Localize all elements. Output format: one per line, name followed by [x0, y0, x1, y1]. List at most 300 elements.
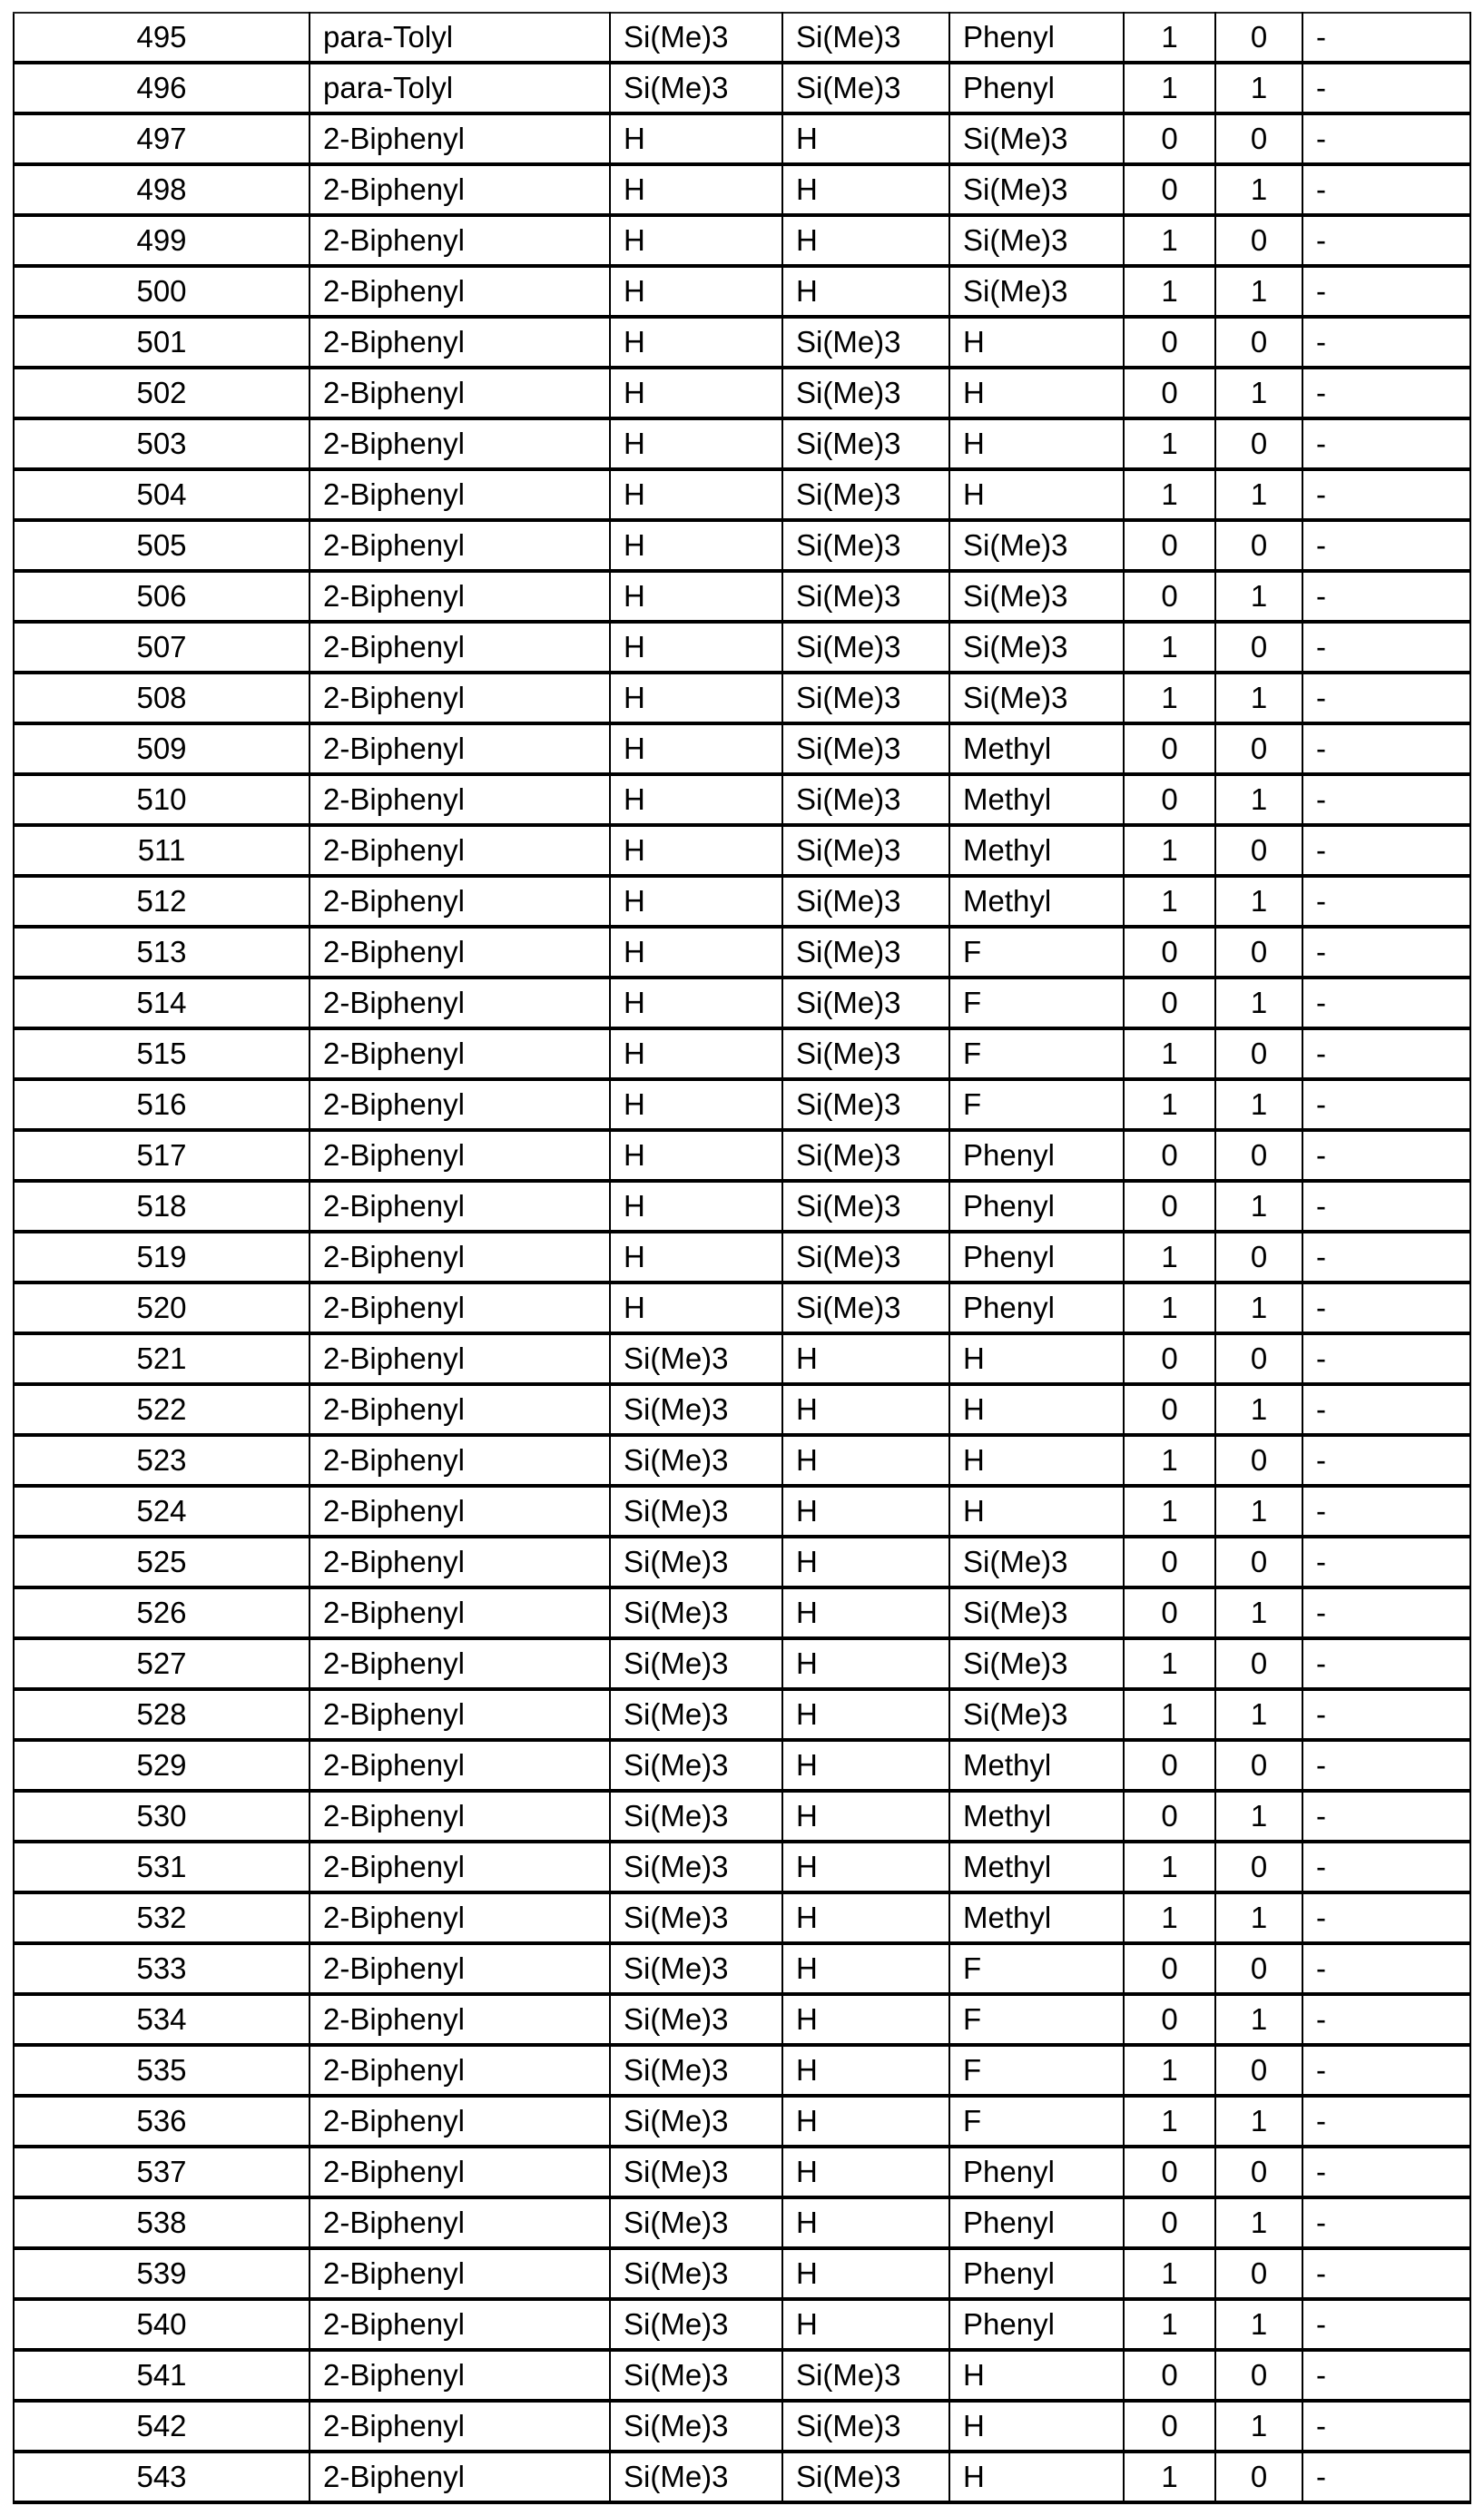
remark-cell: - [1302, 113, 1470, 164]
substituent-r1-cell: H [610, 520, 782, 571]
substituent-r2-cell: H [782, 215, 949, 266]
substituent-r3-cell: F [949, 1943, 1124, 1994]
remark-cell: - [1302, 520, 1470, 571]
compound-number-cell: 513 [14, 927, 310, 978]
substituent-r3-cell: H [949, 2452, 1124, 2502]
index-m-cell: 0 [1124, 1537, 1215, 1587]
table-row [14, 2299, 1470, 2350]
table-row [14, 2096, 1470, 2147]
remark-cell: - [1302, 1384, 1470, 1435]
remark-cell: - [1302, 2045, 1470, 2096]
substituent-r1-cell: H [610, 723, 782, 774]
table-row [14, 978, 1470, 1028]
substituent-r1-cell: H [610, 1181, 782, 1232]
substituent-r1-cell: H [610, 1282, 782, 1333]
compound-number-cell: 523 [14, 1435, 310, 1486]
substituent-r1-cell: H [610, 622, 782, 673]
index-n-cell: 1 [1215, 876, 1302, 927]
substituent-r2-cell: Si(Me)3 [782, 317, 949, 368]
index-n-cell: 1 [1215, 1994, 1302, 2045]
remark-cell: - [1302, 2147, 1470, 2197]
substituent-r3-cell: Si(Me)3 [949, 215, 1124, 266]
index-m-cell: 1 [1124, 469, 1215, 520]
index-n-cell: 0 [1215, 622, 1302, 673]
index-n-cell: 1 [1215, 368, 1302, 418]
substituent-ar-cell: 2-Biphenyl [310, 1181, 610, 1232]
compound-number-cell: 535 [14, 2045, 310, 2096]
compound-number-cell: 532 [14, 1892, 310, 1943]
substituent-r3-cell: H [949, 469, 1124, 520]
substituent-r2-cell: H [782, 1994, 949, 2045]
table-row [14, 2401, 1470, 2452]
substituent-r3-cell: Phenyl [949, 2197, 1124, 2248]
substituent-ar-cell: 2-Biphenyl [310, 1994, 610, 2045]
table-row [14, 1435, 1470, 1486]
compound-number-cell: 522 [14, 1384, 310, 1435]
compound-number-cell: 495 [14, 13, 310, 63]
index-m-cell: 1 [1124, 1232, 1215, 1282]
substituent-r1-cell: H [610, 215, 782, 266]
substituent-r3-cell: H [949, 1486, 1124, 1537]
index-m-cell: 1 [1124, 673, 1215, 723]
substituent-ar-cell: 2-Biphenyl [310, 266, 610, 317]
compound-number-cell: 502 [14, 368, 310, 418]
substituent-r3-cell: F [949, 978, 1124, 1028]
index-n-cell: 1 [1215, 978, 1302, 1028]
substituent-r3-cell: Methyl [949, 774, 1124, 825]
remark-cell: - [1302, 723, 1470, 774]
compound-number-cell: 504 [14, 469, 310, 520]
substituent-r1-cell: Si(Me)3 [610, 1333, 782, 1384]
index-n-cell: 1 [1215, 673, 1302, 723]
remark-cell: - [1302, 13, 1470, 63]
substituent-r2-cell: H [782, 1333, 949, 1384]
table-row [14, 876, 1470, 927]
index-n-cell: 0 [1215, 723, 1302, 774]
substituent-r2-cell: H [782, 1486, 949, 1537]
index-n-cell: 1 [1215, 1181, 1302, 1232]
substituent-r3-cell: Si(Me)3 [949, 1537, 1124, 1587]
substituent-r2-cell: H [782, 1842, 949, 1892]
compound-number-cell: 519 [14, 1232, 310, 1282]
remark-cell: - [1302, 1333, 1470, 1384]
table-row [14, 215, 1470, 266]
substituent-r3-cell: F [949, 2045, 1124, 2096]
index-m-cell: 0 [1124, 978, 1215, 1028]
table-row [14, 774, 1470, 825]
substituent-ar-cell: para-Tolyl [310, 63, 610, 113]
compound-number-cell: 534 [14, 1994, 310, 2045]
index-m-cell: 1 [1124, 876, 1215, 927]
substituent-r2-cell: Si(Me)3 [782, 774, 949, 825]
substituent-r3-cell: Si(Me)3 [949, 520, 1124, 571]
index-n-cell: 1 [1215, 1587, 1302, 1638]
substituent-r1-cell: Si(Me)3 [610, 2452, 782, 2502]
remark-cell: - [1302, 1486, 1470, 1537]
table-row [14, 571, 1470, 622]
remark-cell: - [1302, 1791, 1470, 1842]
index-m-cell: 1 [1124, 1435, 1215, 1486]
remark-cell: - [1302, 2096, 1470, 2147]
compound-number-cell: 514 [14, 978, 310, 1028]
substituent-ar-cell: 2-Biphenyl [310, 1333, 610, 1384]
index-m-cell: 1 [1124, 266, 1215, 317]
substituent-r3-cell: F [949, 1994, 1124, 2045]
index-m-cell: 0 [1124, 2197, 1215, 2248]
substituent-r2-cell: H [782, 2096, 949, 2147]
index-n-cell: 0 [1215, 1435, 1302, 1486]
table-row [14, 2452, 1470, 2502]
substituent-r3-cell: Si(Me)3 [949, 1638, 1124, 1689]
remark-cell: - [1302, 368, 1470, 418]
remark-cell: - [1302, 2248, 1470, 2299]
remark-cell: - [1302, 1435, 1470, 1486]
substituent-r3-cell: Methyl [949, 1892, 1124, 1943]
index-m-cell: 0 [1124, 1181, 1215, 1232]
remark-cell: - [1302, 1282, 1470, 1333]
remark-cell: - [1302, 63, 1470, 113]
compound-number-cell: 518 [14, 1181, 310, 1232]
index-m-cell: 1 [1124, 63, 1215, 113]
substituent-r1-cell: Si(Me)3 [610, 2147, 782, 2197]
index-n-cell: 0 [1215, 1740, 1302, 1791]
substituent-r3-cell: F [949, 1079, 1124, 1130]
substituent-r2-cell: H [782, 1638, 949, 1689]
substituent-r3-cell: Phenyl [949, 2248, 1124, 2299]
compound-number-cell: 533 [14, 1943, 310, 1994]
index-m-cell: 1 [1124, 1486, 1215, 1537]
substituent-r2-cell: Si(Me)3 [782, 978, 949, 1028]
index-m-cell: 1 [1124, 2096, 1215, 2147]
table-row [14, 1689, 1470, 1740]
substituent-ar-cell: 2-Biphenyl [310, 1537, 610, 1587]
substituent-r2-cell: Si(Me)3 [782, 1282, 949, 1333]
index-n-cell: 0 [1215, 1333, 1302, 1384]
index-n-cell: 0 [1215, 825, 1302, 876]
remark-cell: - [1302, 266, 1470, 317]
substituent-ar-cell: 2-Biphenyl [310, 1384, 610, 1435]
table-row [14, 1587, 1470, 1638]
substituent-r3-cell: H [949, 1333, 1124, 1384]
index-m-cell: 1 [1124, 2045, 1215, 2096]
index-m-cell: 0 [1124, 774, 1215, 825]
index-m-cell: 0 [1124, 113, 1215, 164]
compound-number-cell: 511 [14, 825, 310, 876]
remark-cell: - [1302, 469, 1470, 520]
compound-number-cell: 537 [14, 2147, 310, 2197]
index-m-cell: 0 [1124, 2350, 1215, 2401]
substituent-r3-cell: Phenyl [949, 1282, 1124, 1333]
substituent-r1-cell: Si(Me)3 [610, 13, 782, 63]
substituent-ar-cell: 2-Biphenyl [310, 1689, 610, 1740]
index-n-cell: 1 [1215, 2197, 1302, 2248]
table-row [14, 1079, 1470, 1130]
substituent-r2-cell: Si(Me)3 [782, 2401, 949, 2452]
substituent-r2-cell: Si(Me)3 [782, 876, 949, 927]
table-row [14, 368, 1470, 418]
substituent-ar-cell: 2-Biphenyl [310, 2350, 610, 2401]
table-row [14, 520, 1470, 571]
index-n-cell: 1 [1215, 571, 1302, 622]
index-n-cell: 1 [1215, 1282, 1302, 1333]
index-n-cell: 1 [1215, 1791, 1302, 1842]
substituent-ar-cell: 2-Biphenyl [310, 1435, 610, 1486]
table-row [14, 1740, 1470, 1791]
remark-cell: - [1302, 1892, 1470, 1943]
remark-cell: - [1302, 418, 1470, 469]
substituent-ar-cell: 2-Biphenyl [310, 1842, 610, 1892]
index-n-cell: 0 [1215, 1028, 1302, 1079]
substituent-r3-cell: Si(Me)3 [949, 113, 1124, 164]
table-row [14, 2045, 1470, 2096]
substituent-r1-cell: Si(Me)3 [610, 1435, 782, 1486]
remark-cell: - [1302, 1587, 1470, 1638]
substituent-ar-cell: 2-Biphenyl [310, 1638, 610, 1689]
substituent-ar-cell: 2-Biphenyl [310, 571, 610, 622]
index-n-cell: 0 [1215, 215, 1302, 266]
substituent-r3-cell: F [949, 2096, 1124, 2147]
substituent-ar-cell: para-Tolyl [310, 13, 610, 63]
index-m-cell: 0 [1124, 723, 1215, 774]
substituent-r1-cell: Si(Me)3 [610, 1943, 782, 1994]
index-n-cell: 1 [1215, 1079, 1302, 1130]
table-row [14, 1333, 1470, 1384]
index-m-cell: 1 [1124, 1689, 1215, 1740]
compound-number-cell: 496 [14, 63, 310, 113]
index-m-cell: 1 [1124, 1028, 1215, 1079]
substituent-ar-cell: 2-Biphenyl [310, 1587, 610, 1638]
substituent-r3-cell: Si(Me)3 [949, 622, 1124, 673]
substituent-r3-cell: Phenyl [949, 1181, 1124, 1232]
index-n-cell: 1 [1215, 2299, 1302, 2350]
compound-number-cell: 528 [14, 1689, 310, 1740]
substituent-r1-cell: H [610, 978, 782, 1028]
index-n-cell: 0 [1215, 520, 1302, 571]
table-row [14, 2350, 1470, 2401]
compound-number-cell: 527 [14, 1638, 310, 1689]
table-row [14, 1994, 1470, 2045]
substituent-r2-cell: H [782, 1435, 949, 1486]
remark-cell: - [1302, 927, 1470, 978]
index-n-cell: 1 [1215, 63, 1302, 113]
substituent-r2-cell: H [782, 2248, 949, 2299]
substituent-r2-cell: H [782, 1740, 949, 1791]
remark-cell: - [1302, 673, 1470, 723]
substituent-r3-cell: Si(Me)3 [949, 1689, 1124, 1740]
index-m-cell: 1 [1124, 1842, 1215, 1892]
substituent-r2-cell: Si(Me)3 [782, 673, 949, 723]
compound-number-cell: 499 [14, 215, 310, 266]
substituent-ar-cell: 2-Biphenyl [310, 1282, 610, 1333]
substituent-r2-cell: Si(Me)3 [782, 2350, 949, 2401]
index-n-cell: 0 [1215, 927, 1302, 978]
substituent-r2-cell: Si(Me)3 [782, 1028, 949, 1079]
substituent-r2-cell: Si(Me)3 [782, 1130, 949, 1181]
substituent-r3-cell: H [949, 1435, 1124, 1486]
substituent-ar-cell: 2-Biphenyl [310, 164, 610, 215]
table-row [14, 2197, 1470, 2248]
substituent-ar-cell: 2-Biphenyl [310, 368, 610, 418]
table-row [14, 1028, 1470, 1079]
index-m-cell: 0 [1124, 1943, 1215, 1994]
index-n-cell: 1 [1215, 266, 1302, 317]
substituent-r3-cell: Phenyl [949, 2299, 1124, 2350]
substituent-r3-cell: H [949, 1384, 1124, 1435]
index-n-cell: 1 [1215, 2096, 1302, 2147]
table-row [14, 469, 1470, 520]
table-row [14, 2248, 1470, 2299]
substituent-r2-cell: H [782, 1689, 949, 1740]
substituent-r3-cell: Si(Me)3 [949, 1587, 1124, 1638]
index-m-cell: 1 [1124, 2248, 1215, 2299]
compound-number-cell: 530 [14, 1791, 310, 1842]
substituent-r2-cell: Si(Me)3 [782, 368, 949, 418]
index-n-cell: 1 [1215, 2401, 1302, 2452]
index-m-cell: 0 [1124, 1333, 1215, 1384]
compound-number-cell: 512 [14, 876, 310, 927]
substituent-ar-cell: 2-Biphenyl [310, 2248, 610, 2299]
index-m-cell: 0 [1124, 571, 1215, 622]
substituent-r2-cell: Si(Me)3 [782, 2452, 949, 2502]
compound-number-cell: 536 [14, 2096, 310, 2147]
substituent-r2-cell: H [782, 2299, 949, 2350]
substituent-r3-cell: H [949, 418, 1124, 469]
substituent-r3-cell: Phenyl [949, 1232, 1124, 1282]
table-row [14, 825, 1470, 876]
index-n-cell: 0 [1215, 1130, 1302, 1181]
substituent-r2-cell: Si(Me)3 [782, 520, 949, 571]
substituent-r1-cell: Si(Me)3 [610, 1689, 782, 1740]
table-row [14, 1842, 1470, 1892]
substituent-r3-cell: Methyl [949, 1842, 1124, 1892]
compound-number-cell: 508 [14, 673, 310, 723]
index-n-cell: 1 [1215, 1486, 1302, 1537]
substituent-r1-cell: H [610, 1130, 782, 1181]
compound-number-cell: 529 [14, 1740, 310, 1791]
substituent-r2-cell: H [782, 1587, 949, 1638]
substituent-r2-cell: H [782, 2147, 949, 2197]
table-row [14, 2147, 1470, 2197]
substituent-r2-cell: H [782, 1892, 949, 1943]
compound-number-cell: 510 [14, 774, 310, 825]
substituent-ar-cell: 2-Biphenyl [310, 1079, 610, 1130]
index-n-cell: 1 [1215, 469, 1302, 520]
substituent-r2-cell: Si(Me)3 [782, 825, 949, 876]
substituent-r2-cell: H [782, 1791, 949, 1842]
remark-cell: - [1302, 1028, 1470, 1079]
remark-cell: - [1302, 571, 1470, 622]
compound-number-cell: 539 [14, 2248, 310, 2299]
table-row [14, 1384, 1470, 1435]
substituent-r3-cell: H [949, 2401, 1124, 2452]
substituent-ar-cell: 2-Biphenyl [310, 1892, 610, 1943]
index-n-cell: 0 [1215, 2147, 1302, 2197]
table-row [14, 622, 1470, 673]
substituent-ar-cell: 2-Biphenyl [310, 1130, 610, 1181]
substituent-r1-cell: H [610, 825, 782, 876]
table-row [14, 1486, 1470, 1537]
table-row [14, 113, 1470, 164]
index-m-cell: 0 [1124, 1791, 1215, 1842]
substituent-r2-cell: Si(Me)3 [782, 723, 949, 774]
index-n-cell: 0 [1215, 317, 1302, 368]
table-row [14, 723, 1470, 774]
substituent-r2-cell: H [782, 2045, 949, 2096]
index-n-cell: 1 [1215, 774, 1302, 825]
remark-cell: - [1302, 1740, 1470, 1791]
index-m-cell: 0 [1124, 2401, 1215, 2452]
substituent-ar-cell: 2-Biphenyl [310, 1791, 610, 1842]
substituent-r2-cell: Si(Me)3 [782, 622, 949, 673]
compound-number-cell: 506 [14, 571, 310, 622]
substituent-r1-cell: H [610, 927, 782, 978]
substituent-r1-cell: H [610, 317, 782, 368]
index-n-cell: 0 [1215, 2452, 1302, 2502]
substituent-r2-cell: H [782, 1537, 949, 1587]
remark-cell: - [1302, 2401, 1470, 2452]
table-row [14, 1791, 1470, 1842]
substituent-ar-cell: 2-Biphenyl [310, 2452, 610, 2502]
index-n-cell: 0 [1215, 1638, 1302, 1689]
substituent-r2-cell: Si(Me)3 [782, 1181, 949, 1232]
remark-cell: - [1302, 1638, 1470, 1689]
remark-cell: - [1302, 1232, 1470, 1282]
index-m-cell: 0 [1124, 1994, 1215, 2045]
substituent-r2-cell: Si(Me)3 [782, 418, 949, 469]
substituent-r1-cell: Si(Me)3 [610, 2248, 782, 2299]
substituent-r1-cell: Si(Me)3 [610, 1842, 782, 1892]
substituent-r1-cell: Si(Me)3 [610, 1994, 782, 2045]
substituent-ar-cell: 2-Biphenyl [310, 1028, 610, 1079]
substituent-r3-cell: Si(Me)3 [949, 571, 1124, 622]
substituent-r3-cell: Phenyl [949, 63, 1124, 113]
substituent-r3-cell: H [949, 2350, 1124, 2401]
index-n-cell: 0 [1215, 2248, 1302, 2299]
index-m-cell: 0 [1124, 1130, 1215, 1181]
table-row [14, 1537, 1470, 1587]
table-row [14, 1282, 1470, 1333]
index-m-cell: 0 [1124, 164, 1215, 215]
substituent-r1-cell: H [610, 1232, 782, 1282]
substituent-r1-cell: Si(Me)3 [610, 1638, 782, 1689]
remark-cell: - [1302, 1842, 1470, 1892]
substituent-r3-cell: Methyl [949, 876, 1124, 927]
substituent-r1-cell: H [610, 774, 782, 825]
compound-number-cell: 541 [14, 2350, 310, 2401]
substituent-ar-cell: 2-Biphenyl [310, 2197, 610, 2248]
substituent-r2-cell: H [782, 266, 949, 317]
remark-cell: - [1302, 1994, 1470, 2045]
substituent-r1-cell: Si(Me)3 [610, 2045, 782, 2096]
compound-number-cell: 543 [14, 2452, 310, 2502]
substituent-r1-cell: H [610, 1079, 782, 1130]
substituent-r1-cell: Si(Me)3 [610, 2096, 782, 2147]
index-m-cell: 1 [1124, 13, 1215, 63]
substituent-ar-cell: 2-Biphenyl [310, 876, 610, 927]
index-m-cell: 1 [1124, 622, 1215, 673]
substituent-r2-cell: Si(Me)3 [782, 13, 949, 63]
substituent-r3-cell: Phenyl [949, 2147, 1124, 2197]
substituent-r2-cell: Si(Me)3 [782, 1079, 949, 1130]
substituent-ar-cell: 2-Biphenyl [310, 673, 610, 723]
substituent-r1-cell: Si(Me)3 [610, 1587, 782, 1638]
substituent-ar-cell: 2-Biphenyl [310, 825, 610, 876]
substituent-ar-cell: 2-Biphenyl [310, 1486, 610, 1537]
index-m-cell: 1 [1124, 418, 1215, 469]
index-m-cell: 1 [1124, 2452, 1215, 2502]
remark-cell: - [1302, 164, 1470, 215]
substituent-r3-cell: F [949, 927, 1124, 978]
